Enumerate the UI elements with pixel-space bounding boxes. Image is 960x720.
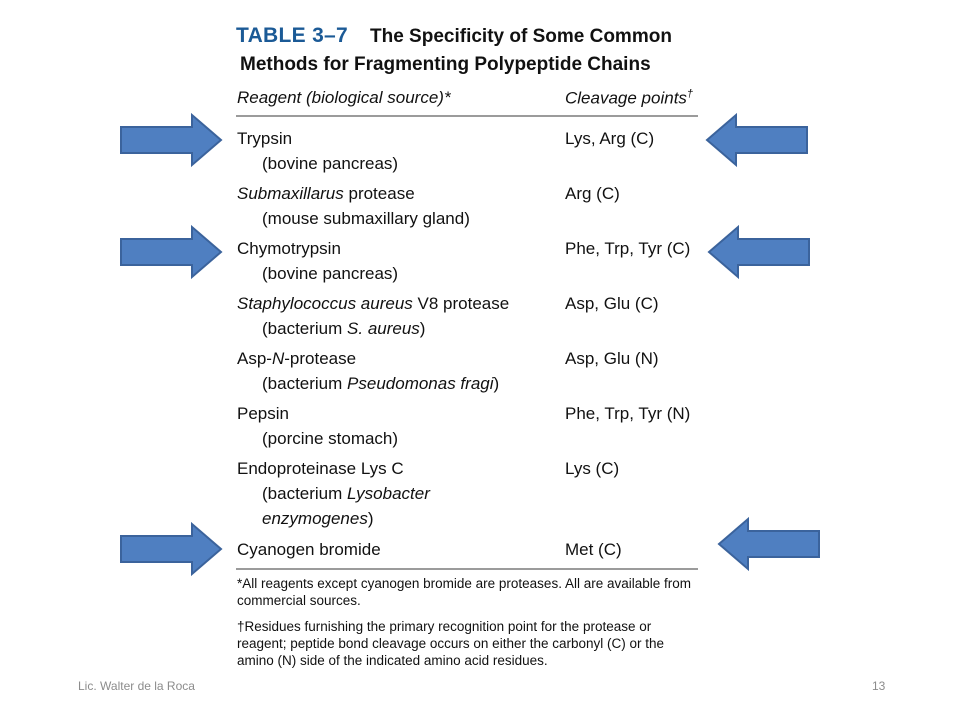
- reagent-name: Chymotrypsin: [237, 239, 341, 258]
- source-post: ): [419, 319, 426, 338]
- header-cleavage-mark: †: [686, 88, 694, 100]
- footnote-2: †Residues furnishing the primary recognition point for the protease or reagent; peptide bond cleavage occurs on either the carbonyl (C) or the amino (N) side of the indicated amino acid residues.: [237, 619, 665, 668]
- cleavage-point: Asp, Glu (N): [565, 349, 659, 368]
- right-arrow-icon: [118, 224, 224, 280]
- reagent-source: (mouse submaxillary gland): [262, 209, 470, 228]
- left-arrow-icon: [706, 224, 812, 280]
- table-row: [237, 537, 557, 562]
- left-arrow-icon: [704, 112, 810, 168]
- source-pre: (bacterium: [262, 319, 348, 338]
- header-cleavage-text: Cleavage points: [565, 88, 687, 108]
- reagent-name: [237, 346, 557, 371]
- reagent-name-rest: protease: [343, 184, 415, 203]
- reagent-source: [237, 316, 557, 341]
- right-arrow-icon: [118, 521, 224, 577]
- source-post: ): [367, 509, 374, 528]
- reagent-source-line3: [237, 506, 557, 531]
- slide-author: Lic. Walter de la Roca: [78, 679, 195, 693]
- cleavage-point: Met (C): [565, 540, 622, 559]
- cleavage-point: Lys (C): [565, 459, 620, 478]
- reagent-name: Pepsin: [237, 404, 289, 423]
- source-italic-line3: enzymogenes: [262, 509, 368, 528]
- reagent-name: [237, 291, 557, 316]
- footnote-1: *All reagents except cyanogen bromide are proteases. All are available from commercial sources.: [237, 576, 692, 608]
- cleavage-point: Phe, Trp, Tyr (N): [565, 404, 691, 423]
- table-row: [237, 236, 557, 286]
- reagent-source: (bovine pancreas): [262, 264, 399, 283]
- reagent-source: (bovine pancreas): [262, 154, 399, 173]
- source-italic: Pseudomonas fragi: [347, 374, 494, 393]
- table-row: [237, 456, 557, 531]
- table-row: [237, 291, 557, 341]
- table-title-line2: Methods for Fragmenting Polypeptide Chains: [240, 54, 651, 75]
- source-pre: (bacterium: [262, 484, 348, 503]
- reagent-source: [237, 371, 557, 396]
- table-row: [237, 346, 557, 396]
- table-title-line1: The Specificity of Some Common: [370, 26, 672, 47]
- table-row: [237, 126, 557, 176]
- cleavage-point: Phe, Trp, Tyr (C): [565, 239, 691, 258]
- reagent-name-pre: Asp-: [237, 349, 272, 368]
- reagent-name: Cyanogen bromide: [237, 540, 381, 559]
- reagent-name-italic: Staphylococcus aureus: [237, 294, 413, 313]
- slide-page-number: 13: [872, 679, 886, 693]
- source-italic: S. aureus: [347, 319, 420, 338]
- table-row: [237, 181, 557, 231]
- header-rule: [236, 115, 698, 117]
- header-reagent: Reagent (biological source)*: [237, 88, 451, 107]
- right-arrow-icon: [118, 112, 224, 168]
- reagent-name-rest: V8 protease: [412, 294, 510, 313]
- source-italic: Lysobacter: [347, 484, 430, 503]
- reagent-name: Endoproteinase Lys C: [237, 459, 404, 478]
- table-row: [237, 401, 557, 451]
- source-pre: (bacterium: [262, 374, 348, 393]
- reagent-name: [237, 181, 557, 206]
- reagent-name: Trypsin: [237, 129, 293, 148]
- reagent-name-rest: -protease: [284, 349, 357, 368]
- table-label: TABLE 3–7: [236, 24, 349, 47]
- table-bottom-rule: [236, 568, 698, 570]
- cleavage-point: Asp, Glu (C): [565, 294, 659, 313]
- reagent-source: [237, 481, 557, 506]
- reagent-source: (porcine stomach): [262, 429, 399, 448]
- cleavage-point: Arg (C): [565, 184, 620, 203]
- header-cleavage: [565, 88, 693, 109]
- reagent-name-italic: Submaxillarus: [237, 184, 344, 203]
- left-arrow-icon: [716, 516, 822, 572]
- source-post: ): [493, 374, 500, 393]
- reagent-name-italic: N: [271, 349, 285, 368]
- cleavage-point: Lys, Arg (C): [565, 129, 655, 148]
